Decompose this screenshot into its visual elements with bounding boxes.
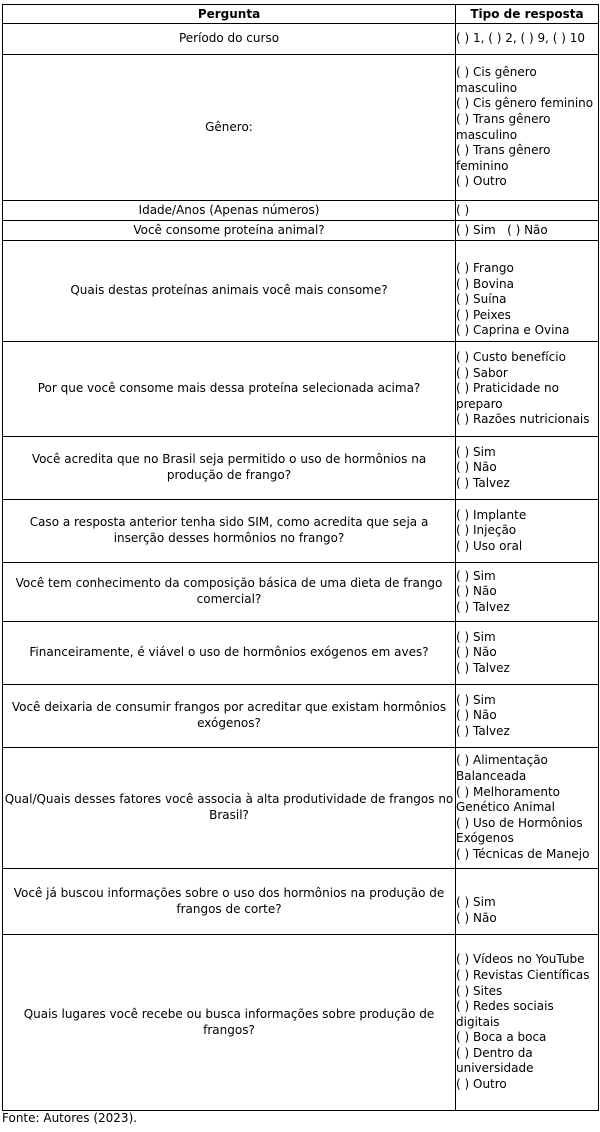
answer-option: ( ) Sim bbox=[456, 692, 496, 707]
question-cell: Você tem conhecimento da composição básica de uma dieta de frango comercial? bbox=[3, 563, 456, 622]
survey-table bbox=[2, 4, 599, 1111]
answer-option: ( ) Melhoramento Genético Animal bbox=[456, 784, 561, 815]
answer-options-cell bbox=[456, 342, 599, 437]
answer-options-cell bbox=[456, 201, 599, 221]
answer-option: ( ) Boca a boca bbox=[456, 1030, 547, 1045]
answer-option: ( ) Peixes bbox=[456, 307, 511, 322]
answer-option: ( ) Praticidade no preparo bbox=[456, 381, 560, 411]
table-row bbox=[3, 935, 599, 1111]
answer-option: ( ) Não bbox=[456, 910, 497, 925]
table-row bbox=[3, 55, 599, 201]
answer-options-cell bbox=[456, 437, 599, 500]
answer-options-cell bbox=[456, 869, 599, 935]
answer-option: ( ) Implante bbox=[456, 507, 527, 522]
answer-option: ( ) Redes sociais digitais bbox=[456, 999, 554, 1029]
table-row bbox=[3, 563, 599, 622]
answer-option: ( ) Outro bbox=[456, 174, 507, 189]
answer-option: ( ) Sabor bbox=[456, 365, 508, 380]
answer-option: ( ) Injeção bbox=[456, 523, 517, 538]
answer-option: ( ) Sim bbox=[456, 568, 496, 583]
table-row bbox=[3, 201, 599, 221]
table-row bbox=[3, 437, 599, 500]
answer-options-cell bbox=[456, 24, 599, 55]
answer-option: ( ) Caprina e Ovina bbox=[456, 323, 570, 338]
answer-option: ( ) Suína bbox=[456, 292, 507, 307]
survey-table-body bbox=[3, 24, 599, 1111]
answer-option: ( ) Não bbox=[456, 645, 497, 660]
question-cell: Você consome proteína animal? bbox=[3, 221, 456, 241]
answer-option: ( ) Técnicas de Manejo bbox=[456, 846, 590, 861]
answer-option: ( ) Sim bbox=[456, 629, 496, 644]
question-cell: Financeiramente, é viável o uso de hormônios exógenos em aves? bbox=[3, 622, 456, 685]
column-header-question: Pergunta bbox=[3, 5, 456, 24]
answer-option: ( ) Sites bbox=[456, 983, 503, 998]
table-row bbox=[3, 748, 599, 869]
answer-option: ( ) Não bbox=[456, 584, 497, 599]
question-cell: Qual/Quais desses fatores você associa à alta produtividade de frangos no Brasil? bbox=[3, 748, 456, 869]
question-cell: Quais lugares você recebe ou busca informações sobre produção de frangos? bbox=[3, 935, 456, 1111]
table-row bbox=[3, 500, 599, 563]
answer-option: ( ) Cis gênero feminino bbox=[456, 96, 594, 111]
answer-option: ( ) Alimentação Balanceada bbox=[456, 753, 548, 784]
answer-option: ( ) Razões nutricionais bbox=[456, 412, 590, 427]
answer-options-cell bbox=[456, 563, 599, 622]
answer-options-cell bbox=[456, 241, 599, 342]
answer-option: ( ) Sim bbox=[456, 894, 496, 909]
question-cell: Período do curso bbox=[3, 24, 456, 55]
answer-option: ( ) 1, ( ) 2, ( ) 9, ( ) 10 bbox=[456, 31, 586, 46]
table-row bbox=[3, 342, 599, 437]
table-row bbox=[3, 685, 599, 748]
table-row bbox=[3, 221, 599, 241]
table-row bbox=[3, 241, 599, 342]
question-cell: Quais destas proteínas animais você mais consome? bbox=[3, 241, 456, 342]
question-cell: Caso a resposta anterior tenha sido SIM, como acredita que seja a inserção desses hormônios no frango? bbox=[3, 500, 456, 563]
answer-options-cell bbox=[456, 685, 599, 748]
table-row bbox=[3, 24, 599, 55]
answer-options-cell bbox=[456, 622, 599, 685]
answer-option: ( ) Frango bbox=[456, 261, 514, 276]
answer-option: ( ) bbox=[456, 202, 470, 217]
question-cell: Você deixaria de consumir frangos por acreditar que existam hormônios exógenos? bbox=[3, 685, 456, 748]
table-row bbox=[3, 622, 599, 685]
answer-option: ( ) Talvez bbox=[456, 599, 510, 614]
column-header-answer-type: Tipo de resposta bbox=[456, 5, 599, 24]
answer-option: ( ) Cis gênero masculino bbox=[456, 65, 537, 95]
answer-option: ( ) Vídeos no YouTube bbox=[456, 952, 585, 967]
answer-option: ( ) Sim bbox=[456, 444, 496, 459]
answer-option: ( ) Talvez bbox=[456, 723, 510, 738]
question-cell: Você acredita que no Brasil seja permitido o uso de hormônios na produção de frango? bbox=[3, 437, 456, 500]
table-header-row bbox=[3, 5, 599, 24]
answer-options-cell bbox=[456, 935, 599, 1111]
table-row bbox=[3, 869, 599, 935]
answer-option: ( ) Talvez bbox=[456, 660, 510, 675]
answer-option: ( ) Trans gênero masculino bbox=[456, 111, 551, 142]
answer-option: ( ) Uso oral bbox=[456, 538, 523, 553]
question-cell: Gênero: bbox=[3, 55, 456, 201]
answer-options-cell bbox=[456, 748, 599, 869]
answer-option: ( ) Não bbox=[456, 708, 497, 723]
answer-option: ( ) Revistas Científicas bbox=[456, 967, 590, 982]
answer-option: ( ) Dentro da universidade bbox=[456, 1045, 534, 1076]
answer-option: ( ) Custo benefício bbox=[456, 350, 566, 365]
answer-option: ( ) Outro bbox=[456, 1077, 507, 1092]
question-cell: Por que você consome mais dessa proteína selecionada acima? bbox=[3, 342, 456, 437]
answer-option: ( ) Trans gênero feminino bbox=[456, 143, 551, 173]
answer-options-cell bbox=[456, 500, 599, 563]
table-source-note: Fonte: Autores (2023). bbox=[2, 1111, 138, 1125]
question-cell: Idade/Anos (Apenas números) bbox=[3, 201, 456, 221]
answer-option: ( ) Uso de Hormônios Exógenos bbox=[456, 815, 583, 846]
answer-option: ( ) Talvez bbox=[456, 475, 510, 490]
answer-options-cell bbox=[456, 55, 599, 201]
answer-options-cell bbox=[456, 221, 599, 241]
answer-option: ( ) Sim ( ) Não bbox=[456, 222, 548, 237]
answer-option: ( ) Não bbox=[456, 460, 497, 475]
answer-option: ( ) Bovina bbox=[456, 276, 514, 291]
question-cell: Você já buscou informações sobre o uso dos hormônios na produção de frangos de corte? bbox=[3, 869, 456, 935]
